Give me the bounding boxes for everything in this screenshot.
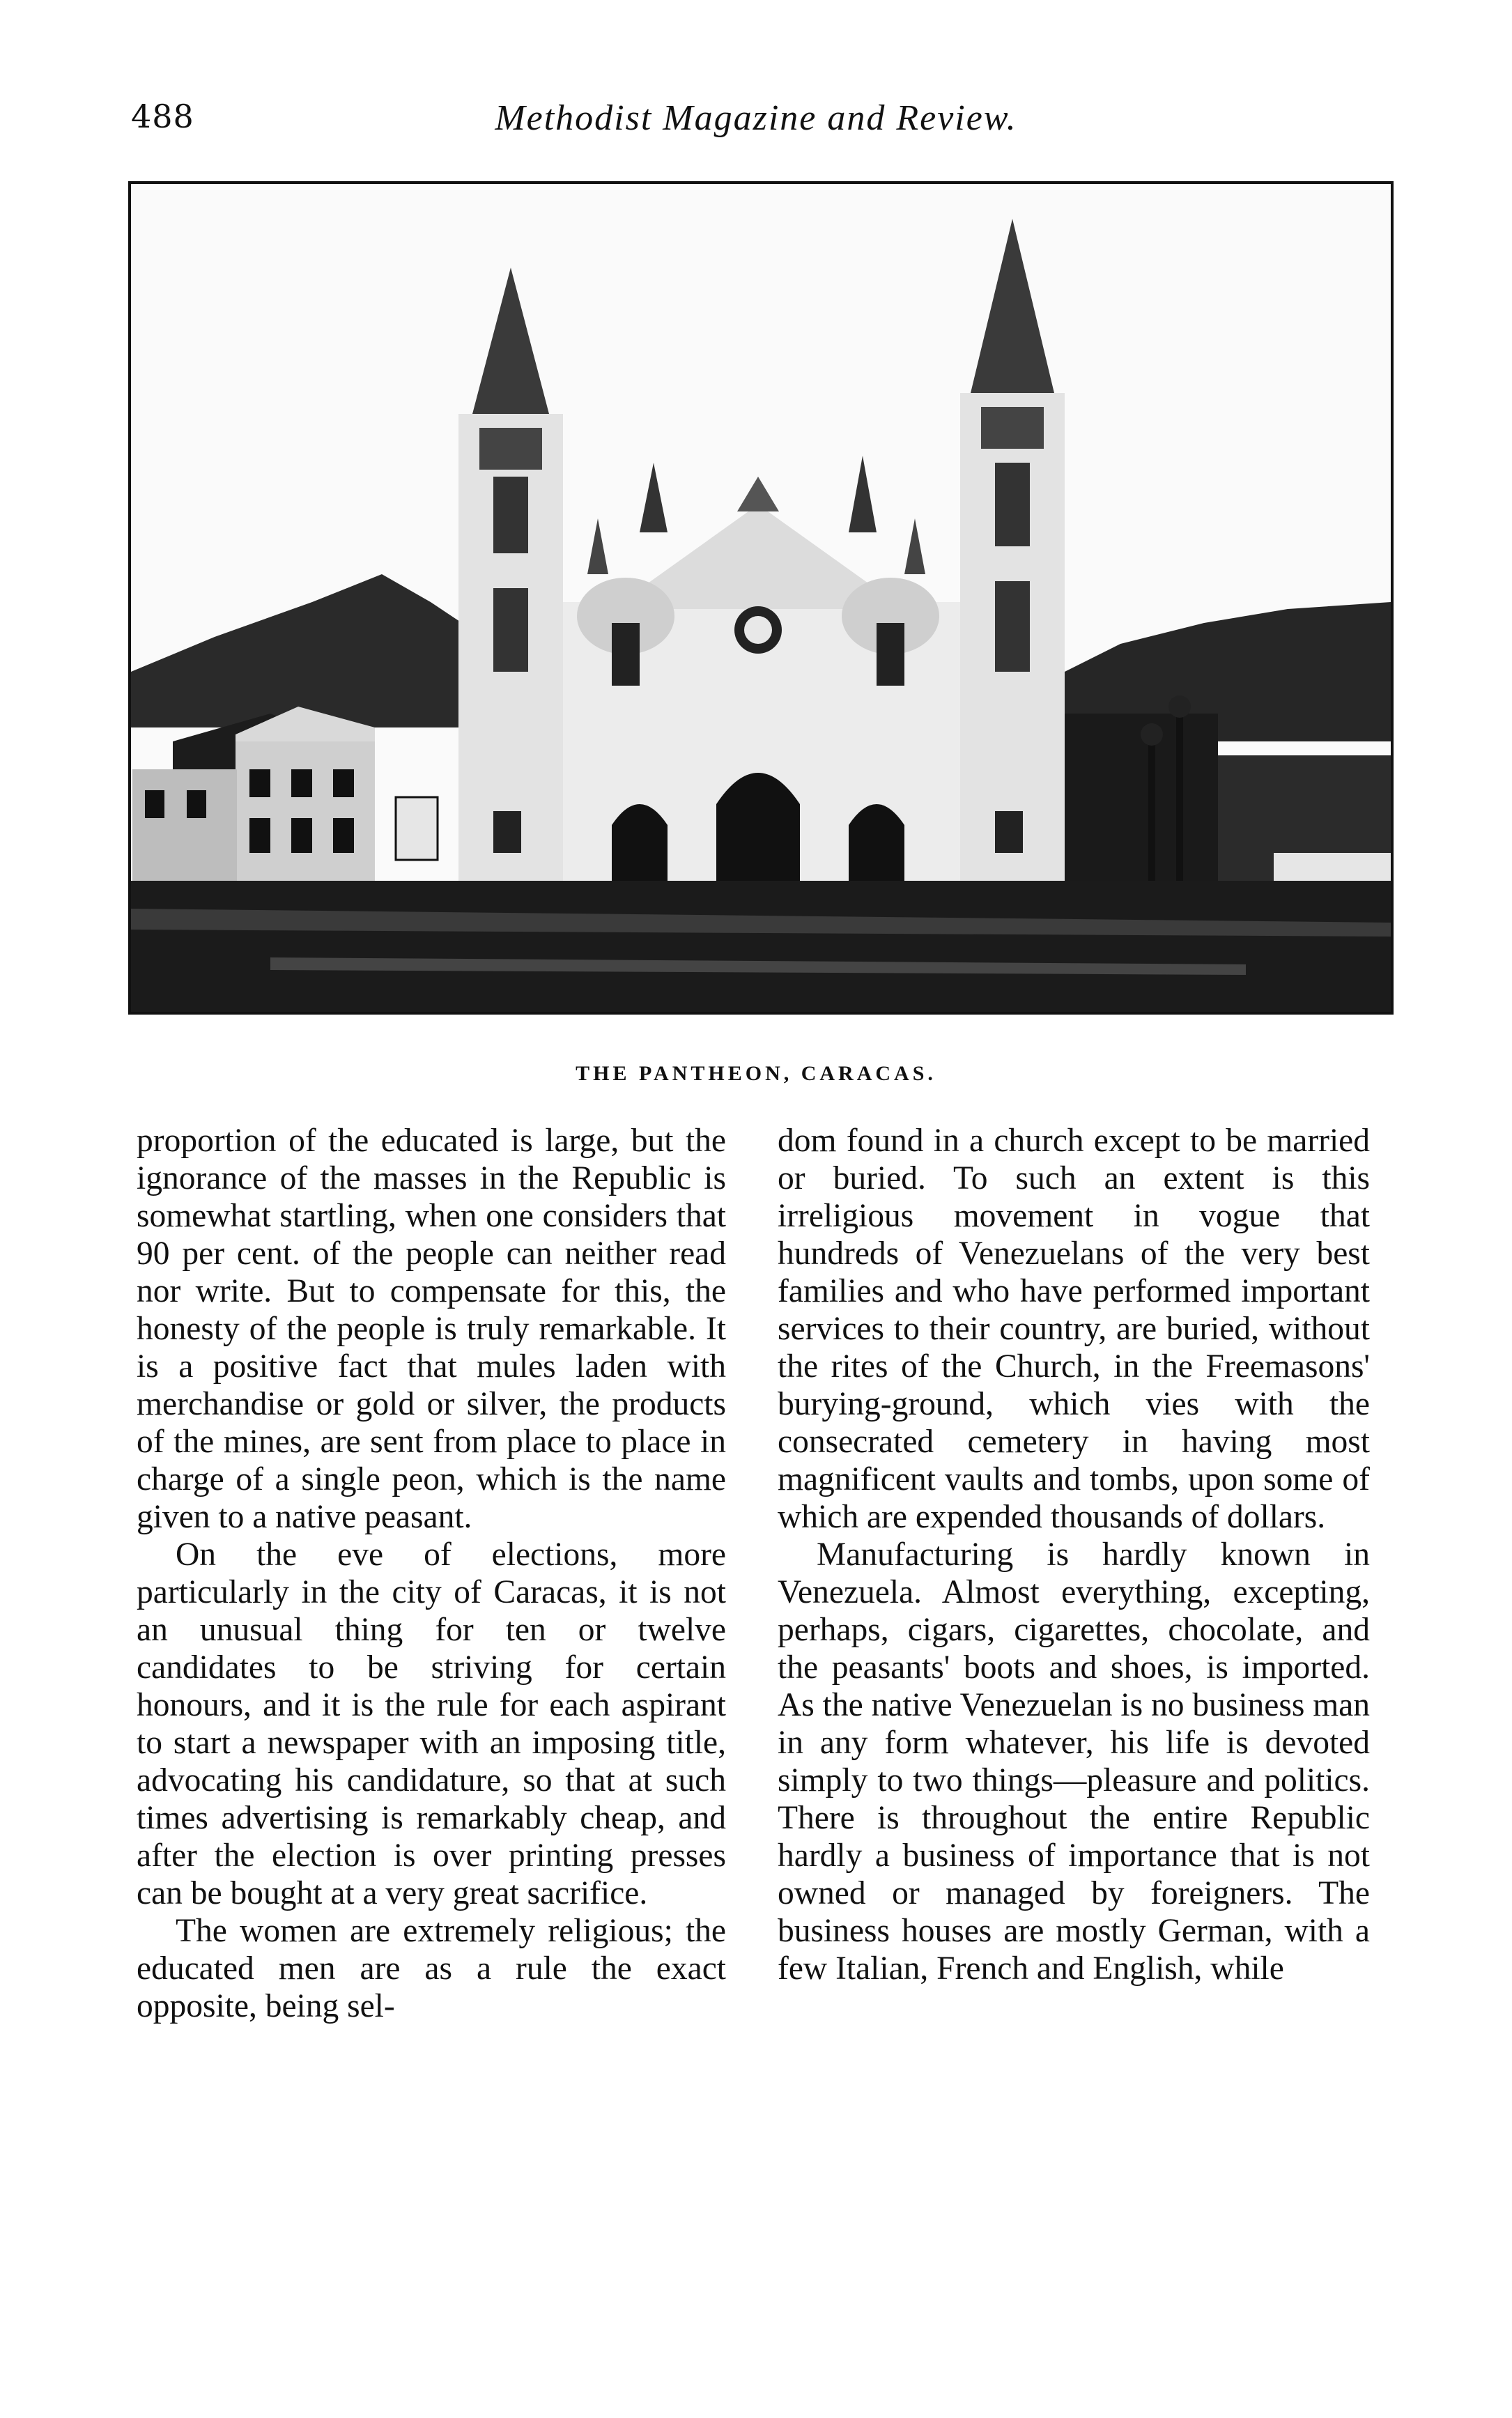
cathedral-illustration [131,184,1391,1012]
left-column [137,1122,726,2025]
running-title: Methodist Magazine and Review. [495,98,1017,138]
pantheon-photograph [128,181,1394,1015]
page-number: 488 [131,98,194,135]
left-paragraph-2: On the eve of elections, more particularly in the city of Caracas, it is not an unusual thing for ten or twelve candidates to be striving for certain honours, and it is the rule for each aspirant to start a newspaper with an imposing title, advocating his candidature, so that at such times advertising is remarkably cheap, and after the election is over printing presses can be bought at a very great sacrifice. [137,1537,726,1911]
figure-caption: THE PANTHEON, CARACAS. [576,1062,936,1085]
right-paragraph-2: Manufacturing is hardly known in Venezuela. Almost everything, excepting, perhaps, cigars, cigarettes, chocolate, and the peasants' boots and shoes, is imported. As the native Venezuelan is no business man in any form whatever, his life is devoted simply to two things—pleasure and politics. There is throughout the entire Republic hardly a business of importance that is not owned or managed by foreigners. The business houses are mostly German, with a few Italian, French and English, while [778,1537,1370,1987]
right-paragraph-1: dom found in a church except to be married or buried. To such an extent is this irreligious movement in vogue that hundreds of Venezuelans of the very best families and who have performed important services to their country, are buried, without the rites of the Church, in the Freemasons' burying-ground, which vies with the consecrated cemetery in having most magnificent vaults and tombs, upon some of which are expended thousands of dollars. [778,1123,1370,1535]
left-paragraph-1: proportion of the educated is large, but the ignorance of the masses in the Republic is somewhat startling, when one considers that 90 per cent. of the people can neither read nor write. But to compensate for this, the honesty of the people is truly remarkable. It is a positive fact that mules laden with merchandise or gold or silver, the products of the mines, are sent from place to place in charge of a single peon, which is the name given to a native peasant. [137,1123,726,1535]
right-column [778,1122,1370,1987]
left-paragraph-3: The women are extremely religious; the educated men are as a rule the exact opposite, being sel- [137,1913,726,2024]
